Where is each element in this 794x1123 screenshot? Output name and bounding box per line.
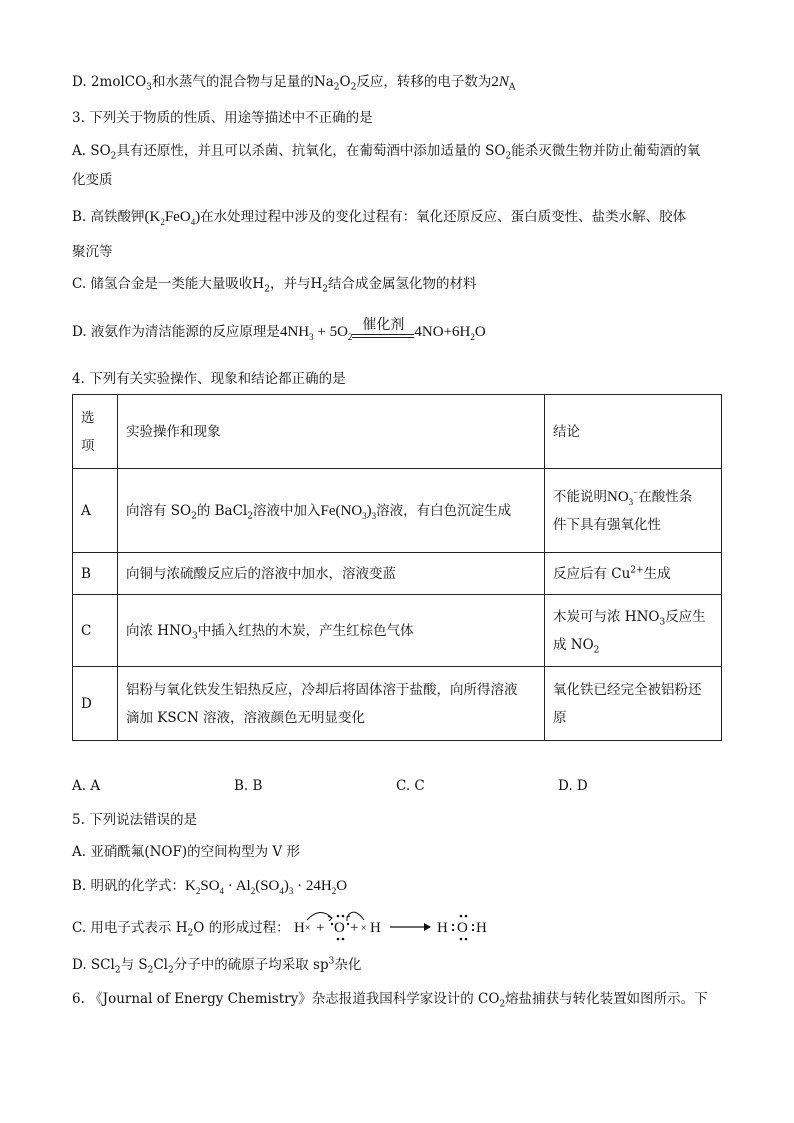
answer-option-d[interactable]: D. D	[558, 778, 588, 794]
row-operation: 向浓 $HNO_3$中插入红热的木炭，产生红棕色气体	[118, 595, 545, 667]
table-row	[73, 667, 722, 741]
lewis-plus-2: +	[350, 920, 359, 936]
lewis-electron-x2: ×	[361, 923, 367, 934]
lewis-electron-x: ×	[305, 923, 311, 934]
q2-option-d: D. 2molCO$_3$和水蒸气的混合物与足量的$Na_2O_2$反应，转移的电子数为$2N_A$	[72, 74, 516, 93]
experiment-table	[72, 394, 722, 741]
lewis-plus-1: +	[316, 920, 325, 936]
row-operation: 铝粉与氧化铁发生铝热反应，冷却后将固体溶于盐酸，向所得溶液 滴加 KSCN 溶液，溶液颜色无明显变化	[118, 667, 545, 741]
h2o-lewis-formation-diagram	[290, 904, 500, 946]
q4-answer-options	[72, 778, 672, 798]
answer-option-b[interactable]: B. B	[234, 778, 263, 794]
q3-option-c: C. 储氢合金是一类能大量吸收$H_2$，并与$H_2$结合成金属氢化物的材料	[72, 276, 477, 295]
row-option: B	[73, 553, 118, 595]
table-header-row	[73, 395, 722, 469]
catalyst-arrow: 催化剂	[352, 334, 414, 342]
row-option: D	[73, 667, 118, 741]
row-conclusion: 反应后有 $Cu^{2+}$生成	[545, 553, 722, 595]
q3-stem: 3. 下列关于物质的性质、用途等描述中不正确的是	[72, 110, 373, 126]
lewis-o-left: O	[334, 920, 345, 936]
q3-option-d: D. 液氨作为清洁能源的反应原理是$4NH_3 + 5O_2$ 催化剂 $4NO+6H_2O$	[72, 317, 486, 342]
header-option: 选 项	[73, 395, 118, 469]
q6-stem: 6. 《Journal of Energy Chemistry》杂志报道我国科学家设计的 $CO_2$熔盐捕获与转化装置如图所示。下	[72, 991, 708, 1010]
table-row	[73, 595, 722, 667]
q4-stem: 4. 下列有关实验操作、现象和结论都正确的是	[72, 371, 346, 387]
lewis-o-prod: O	[457, 920, 468, 936]
q5-option-b: B. 明矾的化学式：$K_2SO_4 \cdot Al_2(SO_4)_3 \cdot 24H_2O$	[72, 878, 348, 896]
header-operation: 实验操作和现象	[118, 395, 545, 469]
row-option: C	[73, 595, 118, 667]
row-conclusion: 木炭可与浓 $HNO_3$反应生 成 $NO_2$	[545, 595, 722, 667]
row-conclusion: 不能说明$NO_3^-$在酸性条 件下具有强氧化性	[545, 469, 722, 553]
q3-option-a-line2: 化变质	[72, 172, 113, 188]
q3-option-b-line2: 聚沉等	[72, 244, 113, 260]
header-conclusion: 结论	[545, 395, 722, 469]
q3-option-b-line1: B. 高铁酸钾$(K_2FeO_4)$在水处理过程中涉及的变化过程有：氧化还原反应、蛋白质变性、盐类水解、胶体	[72, 209, 687, 227]
row-operation: 向铜与浓硫酸反应后的溶液中加水，溶液变蓝	[118, 553, 545, 595]
lewis-h-prod1: H	[437, 920, 448, 936]
q5-stem: 5. 下列说法错误的是	[72, 812, 198, 828]
row-operation: 向溶有 $SO_2$的 BaCl$_2$溶液中加入$Fe(NO_3)_3$溶液，有白色沉淀生成	[118, 469, 545, 553]
lewis-h-left: H	[294, 920, 305, 936]
row-conclusion: 氧化铁已经完全被铝粉还 原	[545, 667, 722, 741]
table-row	[73, 469, 722, 553]
q5-option-d: D. SCl$_2$与 $S_2Cl_2$分子中的硫原子均采取 $sp^3$杂化	[72, 956, 362, 976]
q5-option-c: C. 用电子式表示 $H_2O$ 的形成过程：	[72, 920, 290, 939]
answer-option-c[interactable]: C. C	[396, 778, 425, 794]
q5-option-a: A. 亚硝酰氟(NOF)的空间构型为 V 形	[72, 844, 300, 860]
answer-option-a[interactable]: A. A	[72, 778, 101, 794]
q3-option-a-line1: A. $SO_2$具有还原性，并且可以杀菌、抗氧化，在葡萄酒中添加适量的 $SO_2$能杀灭微生物并防止葡萄酒的氧	[72, 143, 701, 162]
table-row	[73, 553, 722, 595]
lewis-h-prod2: H	[476, 920, 487, 936]
row-option: A	[73, 469, 118, 553]
lewis-h-mid: H	[370, 920, 381, 936]
